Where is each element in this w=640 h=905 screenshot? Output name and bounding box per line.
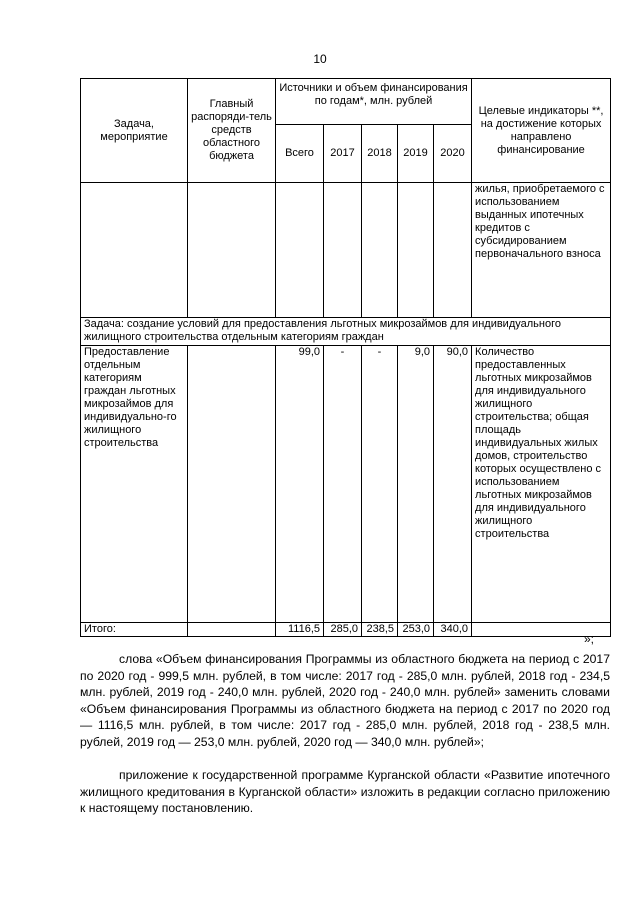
measure-2020: 90,0: [434, 346, 472, 623]
continuation-2020-cell: [434, 183, 472, 318]
header-task: Задача, мероприятие: [81, 79, 188, 183]
header-year-2019: 2019: [398, 125, 434, 183]
header-year-2017: 2017: [324, 125, 362, 183]
totals-total: 1116,5: [276, 623, 324, 637]
header-manager: Главный распоряди-тель средств областного бюджета: [188, 79, 276, 183]
totals-2019: 253,0: [398, 623, 434, 637]
page-number: 10: [313, 52, 327, 66]
header-indicators: Целевые индикаторы **, на достижение которых направлено финансирование: [472, 79, 611, 183]
measure-name: Предоставление отдельным категориям граждан льготных микрозаймов для индивидуально-го жилищного строительства: [81, 346, 188, 623]
amendment-paragraph: слова «Объем финансирования Программы из областного бюджета на период с 2017 по 2020 год - 999,5 млн. рублей, в том числе: 2017 год - 285,0 млн. рублей, 2018 год - 234,5 млн. рублей, 2019 год - 240,0 млн. рублей, 2020 год - 240,0 млн. рублей» заменить словами «Объем финансирования Программы из областного бюджета на период с 2017 по 2020 год — 1116,5 млн. рублей, в том числе: 2017 год - 285,0 млн. рублей, 2018 год - 238,5 млн. рублей, 2019 год — 253,0 млн. рублей, 2020 год — 340,0 млн. рублей»;: [80, 652, 610, 749]
continuation-2018-cell: [362, 183, 398, 318]
measure-2018: -: [362, 346, 398, 623]
measure-row: [81, 346, 611, 623]
totals-manager-cell: [188, 623, 276, 637]
continuation-manager-cell: [188, 183, 276, 318]
header-year-2018: 2018: [362, 125, 398, 183]
measure-2017: -: [324, 346, 362, 623]
totals-2017: 285,0: [324, 623, 362, 637]
continuation-row: [81, 183, 611, 318]
header-row-1: [81, 79, 611, 125]
continuation-2019-cell: [398, 183, 434, 318]
totals-2020: 340,0: [434, 623, 472, 637]
totals-2018: 238,5: [362, 623, 398, 637]
measure-manager: [188, 346, 276, 623]
task-row-text: Задача: создание условий для предоставления льготных микрозаймов для индивидуального жилищного строительства отдельным категориям граждан: [81, 318, 611, 346]
header-sources: Источники и объем финансирования по годам*, млн. рублей: [276, 79, 472, 125]
measure-indicators: Количество предоставленных льготных микрозаймов для индивидуального жилищного строительства; общая площадь индивидуальных жилых домов, строительство которых осуществлено с использованием льготных микрозаймов для индивидуального жилищного строительства: [472, 346, 611, 623]
appendix-paragraph: приложение к государственной программе Курганской области «Развитие ипотечного жилищного кредитования в Курганской области» изложить в редакции согласно приложению к настоящему постановлению.: [80, 768, 610, 815]
continuation-task-cell: [81, 183, 188, 318]
totals-row: [81, 623, 611, 637]
measure-2019: 9,0: [398, 346, 434, 623]
task-row: [81, 318, 611, 346]
header-year-2020: 2020: [434, 125, 472, 183]
continuation-2017-cell: [324, 183, 362, 318]
financing-table: [80, 78, 611, 637]
totals-label: Итого:: [81, 623, 188, 637]
continuation-indicator: жилья, приобретаемого с использованием выданных ипотечных кредитов с субсидированием первоначального взноса: [472, 183, 611, 318]
header-total: Всего: [276, 125, 324, 183]
measure-total: 99,0: [276, 346, 324, 623]
continuation-total-cell: [276, 183, 324, 318]
closing-quote: »;: [584, 632, 595, 646]
